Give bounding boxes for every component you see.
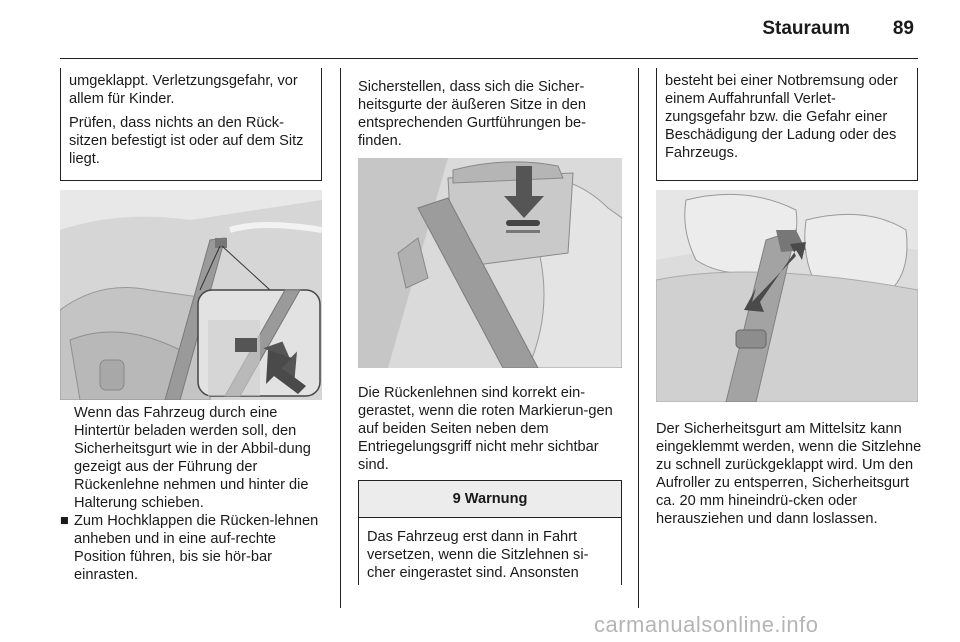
warning-continuation-text: umgeklappt. Verletzungsgefahr, vor allem für Kinder. [69, 73, 298, 107]
backrest-locked-paragraph [358, 384, 622, 474]
bullet-icon: ■ [60, 513, 69, 529]
continued-warning-box-right [656, 68, 918, 181]
belt-guide-closeup-illustration [358, 158, 622, 368]
rear-door-loading-text: Wenn das Fahrzeug durch eine Hintertür beladen werden soll, den Sicherheitsgurt wie in der Abbil-dung gezeigt aus der Führung der Rückenlehne nehmen und hinter die Halterung schieben. [74, 405, 311, 511]
warning-triangle-icon: 9 [452, 491, 461, 507]
seatbelt-guide-illustration [60, 190, 322, 400]
middle-seatbelt-illustration [656, 190, 918, 402]
middle-seatbelt-text: Der Sicherheitsgurt am Mittelsitz kann eingeklemmt werden, wenn die Sitzlehne zu schnell zurückgeklappt wird. Um den Aufroller zu entsperren, Sicherheitsgurt ca. 20 mm hineindrü-cken oder herausziehen und dann loslassen. [656, 421, 922, 527]
column-divider-left [340, 68, 341, 608]
warning-title: Warnung [464, 491, 528, 507]
backrest-locked-text: Die Rückenlehnen sind korrekt ein-gerastet, wenn die roten Markierun-gen auf beiden Seiten neben dem Entriegelungsgriff nicht mehr sichtbar sind. [358, 385, 613, 473]
column-divider-right [638, 68, 639, 608]
header-divider [60, 58, 918, 59]
watermark: carmanualsonline.info [594, 612, 819, 637]
injury-risk-text: besteht bei einer Notbremsung oder einem Auffahrunfall Verlet-zungsgefahr bzw. die Gefahr einer Beschädigung der Ladung oder des Fahrzeugs. [665, 73, 898, 161]
page-title: Stauraum [762, 18, 850, 39]
bullet-text: Zum Hochklappen die Rücken-lehnen anheben und in eine auf-rechte Position führen, bis sie hör-bar einrasten. [74, 513, 319, 583]
page-number: 89 [892, 18, 914, 39]
warning-header [359, 481, 621, 518]
middle-seatbelt-paragraph [656, 420, 922, 528]
continued-warning-box [60, 68, 322, 181]
check-seats-text: Prüfen, dass nichts an den Rück-sitzen befestigt ist oder auf dem Sitz liegt. [69, 115, 304, 167]
warning-box [358, 480, 622, 585]
fold-up-instructions [60, 512, 324, 584]
check-belt-guides-text: Sicherstellen, dass sich die Sicher-heitsgurte der äußeren Sitze in den entsprechenden Gurtführungen be-finden. [358, 79, 586, 149]
bullet-item [60, 512, 324, 584]
rear-door-loading-paragraph [74, 404, 324, 512]
warning-body: Das Fahrzeug erst dann in Fahrt versetzen, wenn die Sitzlehnen si-cher eingerastet sind. Ansonsten [367, 529, 589, 581]
check-belt-guides-paragraph [358, 78, 622, 150]
